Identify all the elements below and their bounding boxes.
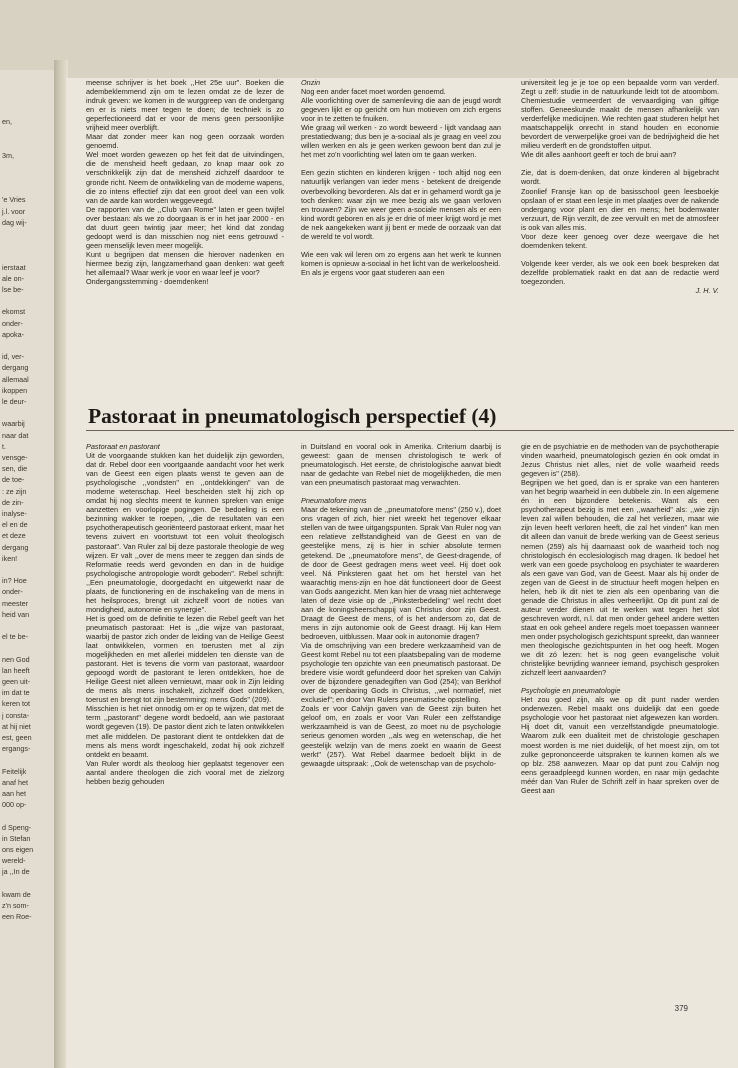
- fragment-line: onder-: [2, 588, 23, 597]
- paragraph: De rapporten van de ,,Club van Rome" laten er geen twijfel over bestaan: als we zo doorgaan is er in het jaar 2000 - en dat duurt geen twintig jaar meer; het kind dat zondag gedoopt werd is dan misschien nog niet eens getrouwd - geen menselijk leven meer mogelijk.: [86, 204, 284, 250]
- fragment-line: apoka-: [2, 330, 24, 339]
- fragment-line: : ze zijn: [2, 487, 27, 496]
- fragment-line: lan heeft: [2, 666, 30, 675]
- fragment-line: ons eigen: [2, 846, 34, 854]
- fragment-line: en,: [2, 118, 12, 126]
- fragment-line: nen God: [2, 655, 30, 664]
- paragraph: Zie, dat is doem-denken, dat onze kinderen al bijgebracht wordt.: [521, 168, 719, 187]
- paragraph: Alle voorlichting over de samenleving die aan de jeugd wordt gegeven lijkt er op gericht om hun motieven om zich ergens voor in te zetten te fnuiken.: [301, 96, 501, 124]
- fragment-line: dergang: [2, 543, 29, 552]
- top-column-2-heading: Onzin: [301, 78, 321, 87]
- paragraph: Van Ruler wordt als theoloog hier geplaatst tegenover een aantal andere theologen die zich vooral met de zielzorg hebben bezig gehouden: [86, 758, 284, 786]
- previous-page-fragment: [0, 70, 56, 1068]
- fragment-line: anaf het: [2, 778, 28, 787]
- fragment-line: iken!: [2, 554, 18, 563]
- paragraph: Begrijpen we het goed, dan is er sprake van een hanteren van het begrip waarheid in een dubbele zin. In een algemene én in een bijzondere betekenis. Want als een psychotherapeut bezig is met een ,,waarheid" als: ,,wie zijn leven zal willen behouden, die zal het verliezen, maar wie zijn leven heeft verloren heeft, die zal het vinden" kan men dit alleen dan vanuit de brede werking van de Geest serieus nemen (259) als hij daarnaast ook de waarheid toch nog christologisch én ecclesiologisch mag dragen. Ik bedoel het werk van een goede psycholoog en psychiater te waarderen als een gave van God, van de Geest. Maar als hij onder de zegen van de Geest in de structuur heeft mogen helpen en helen, heb ik dit niet te zien als een openbaring van die genade die Christus in alles verheerlijkt. Op dit punt zal de auteur verder dienen uit te werken wat tegen het slot geschreven wordt, n.l. dat men onder geheel andere wetten staat en ook geheel andere regels moet toepassen wanneer men onder psychologisch gezichtspunt spreekt, dan wanneer men theologische gezichtspunten in het oog heeft. Mogen we dit zó lezen: het is nog geen evangelische voluit christelijke bevrijding wanneer iemand, psychisch gesproken zichzelf leert aanvaarden?: [521, 478, 719, 678]
- fragment-line: heid van: [2, 610, 30, 619]
- paragraph: Nog een ander facet moet worden genoemd.: [301, 87, 446, 97]
- paragraph: Via de omschrijving van een bredere werkzaamheid van de Geest komt Rebel nu tot een plaatsbepaling van de moderne psychologie ten opzichte van een pneumatisch pastoraat. De bredere visie wordt gefundeerd door het spreken van Calvijn over de bijzondere genadegiften van God (254); van Berkhof over de openbaring Gods in Christus, ,,wel normatief, niet exclusief"; en door Van Rulers pneumatische opstelling.: [301, 640, 501, 705]
- fragment-line: ekomst: [2, 308, 26, 317]
- paragraph: Volgende keer verder, als we ook een boek bespreken dat dezelfde problematiek raakt en dat aan de redactie werd toegezonden.: [521, 258, 719, 286]
- fragment-line: kwam de: [2, 890, 31, 899]
- fragment-line: im dat te: [2, 689, 30, 698]
- paragraph: Misschien is het niet onnodig om er op te wijzen, dat met de term ,,pastorant" degene wordt bedoeld, aan wie pastoraat wordt gegeven (19). De pastor dient zich te laten ontwikkelen met alle middelen. De pastorant dient te ontdekken dat de mens als mens wordt ingeschakeld, zodat hij ook zichzelf ontdekt en beaamt.: [86, 704, 284, 759]
- paragraph: universiteit leg je je toe op een bepaalde vorm van verderf. Zegt u zelf: studie in de natuurkunde leidt tot de atoombom. Chemiestudie vermeerdert de vervaardiging van giftige stoffen. Geneeskunde maakt de mensen afhankelijk van verderfelijke medicijnen. Wie rechten gaat studeren helpt het maatschappelijk onrecht in stand houden en economie bevordert de verwerpelijke groei van de bedrijvigheid die het milieu verderft en de grondstoffen uitput.: [521, 78, 719, 151]
- section-heading: Psychologie en pneumatologie: [521, 686, 621, 696]
- paragraph: gie en de psychiatrie en de methoden van de psychotherapie vinden waarheid, pneumatologisch gezien én ook omdat in Jezus Christus niet alles, niet de volle waarheid reeds gegeven is" (258).: [521, 442, 719, 479]
- fragment-line: le deur-: [2, 398, 27, 406]
- fragment-line: dag wij-: [2, 218, 27, 227]
- fragment-line: inalyse-: [2, 510, 27, 518]
- fragment-line: keren tot: [2, 700, 30, 709]
- fragment-line: ergangs-: [2, 745, 31, 754]
- paragraph: Het zou goed zijn, als we op dit punt nader werden onderwezen. Rebel maakt ons duidelijk dat een goede psychologie voor het pastoraat niet afgewezen kan worden. Hij doet dit, vanuit een verzelfstandigde pneumatologie. Waarom zulk een dualiteit met de christologie geschapen moest worden is me niet duidelijk, of het moest zijn, om tot zulke geprononceerde uitspraken te kunnen komen als we op blz. 258 aanwezen. Maar op dat punt zou Calvijn nog eens geraadpleegd kunnen worden, en naar mijn gedachte méér dan Van Ruler de Schrift zelf in haar spreken over de Geest aan: [521, 695, 719, 795]
- paragraph: Kunt u begrijpen dat mensen die hierover nadenken en hiermee bezig zijn, langzamerhand gaan denken: wat geeft het allemaal? Waar werk je voor en waar leef je voor?: [86, 249, 284, 277]
- article-column-3: [521, 442, 719, 795]
- fragment-line: dergang: [2, 364, 29, 373]
- fragment-line: naar dat: [2, 431, 29, 440]
- title-divider: [86, 430, 734, 431]
- paragraph: Wie graag wil werken - zo wordt beweerd - lijdt vandaag aan prestatiedwang; dus ben je a-sociaal als je graag en veel zou willen werken en als je geen werken gewoon bent dan zul je het met zo'n voorlichting wel laten om te gaan werken.: [301, 123, 501, 160]
- article-column-1: [86, 442, 284, 786]
- fragment-line: ikoppen: [2, 386, 28, 395]
- fragment-line: allemaal: [2, 375, 29, 384]
- fragment-line: geen uit-: [2, 678, 30, 686]
- paragraph-gap: [301, 159, 501, 168]
- fragment-line: in? Hoe: [2, 577, 27, 586]
- fragment-line: sen, die: [2, 465, 28, 474]
- fragment-line: in Stefan: [2, 834, 31, 843]
- paragraph-gap: [301, 241, 501, 250]
- paragraph: Het is goed om de definitie te lezen die Rebel geeft van het pneumatisch pastoraat: Het is ,,die wijze van pastoraat, waarbij de pastor zich onder de leiding van de Heilige Geest laat ontwikkelen, vormen en toerusten met al zijn mogelijkheden en met allerlei middelen ten dienste van de pastorant. Het is tevens die vorm van pastoraat, waardoor gepoogd wordt de pastorant te leren ontdekken, hoe de Heilige Geest niet alleen vernieuwt, maar ook in Zijn leiding de mens als mens inschakelt, zichzelf doet ontdekken, toerust en brengt tot zijn bestemming: mens Gods" (209).: [86, 613, 284, 705]
- paragraph: Een gezin stichten en kinderen krijgen - toch altijd nog een natuurlijk verlangen van ieder mens - betekent de dreigende overbevolking bevorderen. Als dat er in gehamerd wordt ga je toch denken: waar zijn we mee bezig als we gaan verloven en trouwen? Zijn we weer geen a-sociale mensen als er een kind wordt geboren en als je er drie of meer krijgt word je met de nek aangekeken want jij bent er mede de oorzaak van dat de wereld te vol wordt.: [301, 168, 501, 241]
- top-column-2: [301, 78, 501, 277]
- page-number: 379: [674, 1004, 688, 1013]
- fragment-line: 'e Vries: [2, 196, 26, 205]
- fragment-line: id, ver-: [2, 353, 24, 362]
- section-heading: Pneumatofore mens: [301, 496, 367, 506]
- article-column-1-heading: Pastoraat en pastorant: [86, 442, 160, 451]
- fragment-line: et deze: [2, 532, 26, 541]
- fragment-line: ierstaat: [2, 263, 26, 272]
- fragment-line: est, geen: [2, 734, 32, 742]
- paragraph: meense schrijver is het boek ,,Het 25e uur". Boeken die adembeklemmend zijn om te lezen omdat ze de lezer de indruk geven: we komen in de wurggreep van de ondergang en er is niets meer tegen te doen; de techniek is zo geperfectioneerd dat er voor de mens geen persoonlijke vrijheid meer overblijft.: [86, 78, 284, 133]
- magazine-page: [66, 78, 738, 1068]
- fragment-line: Feitelijk: [2, 767, 27, 776]
- fragment-line: de toe-: [2, 476, 25, 485]
- fragment-line: meester: [2, 599, 28, 608]
- fragment-line: wereld-: [2, 857, 26, 866]
- fragment-line: ja ,,In de: [2, 868, 30, 877]
- fragment-line: t.: [2, 442, 6, 451]
- fragment-line: j consta-: [2, 711, 30, 720]
- fragment-line: de zin-: [2, 498, 24, 507]
- article-column-2: [301, 442, 501, 768]
- paragraph: Voor deze keer genoeg over deze weergave die het doemdenken tekent.: [521, 231, 719, 250]
- article-title: Pastoraat in pneumatologisch perspectief (4): [88, 404, 497, 428]
- fragment-line: ale on-: [2, 274, 24, 283]
- paragraph: En als je ergens voor gaat studeren aan een: [301, 267, 445, 277]
- paragraph: Ondergangsstemming - doemdenken!: [86, 277, 209, 287]
- paragraph: Zoals er voor Calvijn gaven van de Geest zijn buiten het geloof om, en zoals er voor Van Ruler een zelfstandige werkzaamheid is van de Geest, zo moet nu de psychologie serieus genomen worden ,,als weg en wetenschap, die het geestelijk welzijn van de mens zoekt en waarin de Geest werkt" (257). Wat Rebel daarmee bedoelt blijkt in de gewaagde uitspraak: ,,Ook de wetenschap van de psycholo-: [301, 704, 501, 768]
- fragment-line: at hij niet: [2, 722, 31, 731]
- paragraph: Wie dit alles aanhoort geeft er toch de brui aan?: [521, 150, 677, 160]
- fragment-line: z'n som-: [2, 902, 29, 910]
- fragment-line: aan het: [2, 790, 26, 798]
- fragment-line: 000 op-: [2, 801, 27, 810]
- paragraph: Zoonlief Fransje kan op de basisschool geen leesboekje opslaan of er staat een lesje in met plaatjes over de nakende ondergang voor plant en dier en mens; het bodemwater verzuurt, de Rijn verzilt, de zee vervuilt en met de atmosfeer is ook van alles mis.: [521, 186, 719, 232]
- fragment-line: el en de: [2, 521, 28, 530]
- top-column-3: [521, 78, 719, 295]
- fragment-line: vensge-: [2, 454, 28, 462]
- fragment-line: onder-: [2, 319, 23, 328]
- paragraph: Wel moet worden gewezen op het feit dat de uitvindingen, die de mensheid heeft gedaan, zo knap maar ook zo verschrikkelijk zijn dat de mensheid zichzelf daardoor te gronde richt. Neem de ontwikkeling van de moderne wapens, die zo intens effectief zijn dat een groot deel van een volk van de aarde kan worden weggeveegd.: [86, 150, 284, 205]
- paragraph: Uit de voorgaande stukken kan het duidelijk zijn geworden, dat dr. Rebel door een voortgaande aandacht voor het werk van de Geest een eigen plaats wenst te geven aan de psychologische ,,vondsten" en ,,ontdekkingen" van de moderne wetenschap. Heel bescheiden stelt hij zich op omdat hij nog slechts meent te kunnen spreken van enige aanzetten en voorlopige pogingen. De bedoeling is een bezinning wakker te roepen, ,,die de resultaten van een psychotherapeutisch georiënteerd pastoraat erkent, maar het tevens zuivert en voortstuwt tot een voluit theologisch pastoraat". Van Ruler zal bij deze pastorale theologie de weg wijzen. Er valt ,,over de mens meer te zeggen dan sinds de Reformatie reeds werd gevonden en dan in de huidige psychologische antropologie wordt geboden". Rebel schrijft: ,,Een pneumatologie, doorgedacht en uitgewerkt naar de plaats, de functionering en de inschakeling van de mens in het heilsproces, brengt uit zichzelf voort de noties van mondigheid, autonomie en synergie".: [86, 451, 284, 614]
- paragraph: in Duitsland en vooral ook in Amerika. Criterium daarbij is geweest: gaan de mensen christologisch te werk of pneumatologisch. Het eerste, de christologische aanvat biedt naar de gedachte van Rebel niet de mogelijkheden, die men van een pneumatisch pastoraat mag verwachten.: [301, 442, 501, 488]
- signature: J. H. V.: [695, 285, 719, 295]
- paragraph: Maar dat zonder meer kan nog geen oorzaak worden genoemd.: [86, 132, 284, 151]
- paragraph: Maar de tekening van de ,,pneumatofore mens" (250 v.), doet ons vragen of zich, hier niet wreekt het tegenover elkaar stellen van de twee uitgangspunten. Sprak Van Ruler nog van een relatieve zelfstandigheid van de Geest en van de geestelijke mens, zij is hier in schier absolute termen getekend. De ,,pneumatofore mens", de Geest-dragende, of de door de Geest gedragen mens weet veel. Hij doet ook veel. Ná Pinksteren gaat het om het herstel van het waarachtig mens-zijn en hoe dát functioneert door de Geest van Gods aangezicht. Men kan hier de vraag niet achterwege laten of deze visie op de ,,Pinksterbedeling" wel recht doet aan de koningsheerschappij van Christus door zijn Geest. Draagt de Geest de mens, of is het andersom zo, dat de mens in zijn autonomie ook de Geest draagt. Hij kan Hem bedroeven, uitblussen. Maar ook in autonomie dragen?: [301, 505, 501, 641]
- fragment-line: j.l. voor: [2, 207, 26, 216]
- paragraph-gap: [521, 159, 719, 168]
- fragment-line: el te be-: [2, 633, 28, 642]
- paragraph-gap: [521, 250, 719, 259]
- fragment-line: een Roe-: [2, 913, 32, 922]
- fragment-line: waarbij: [2, 420, 25, 429]
- fragment-line: 3m,: [2, 151, 14, 160]
- fragment-line: lse be-: [2, 286, 24, 294]
- fragment-line: d Speng-: [2, 823, 32, 832]
- paragraph: Wie een vak wil leren om zo ergens aan het werk te kunnen komen is opnieuw a-sociaal in het licht van de werkeloosheid.: [301, 249, 501, 268]
- top-column-1: [86, 78, 284, 286]
